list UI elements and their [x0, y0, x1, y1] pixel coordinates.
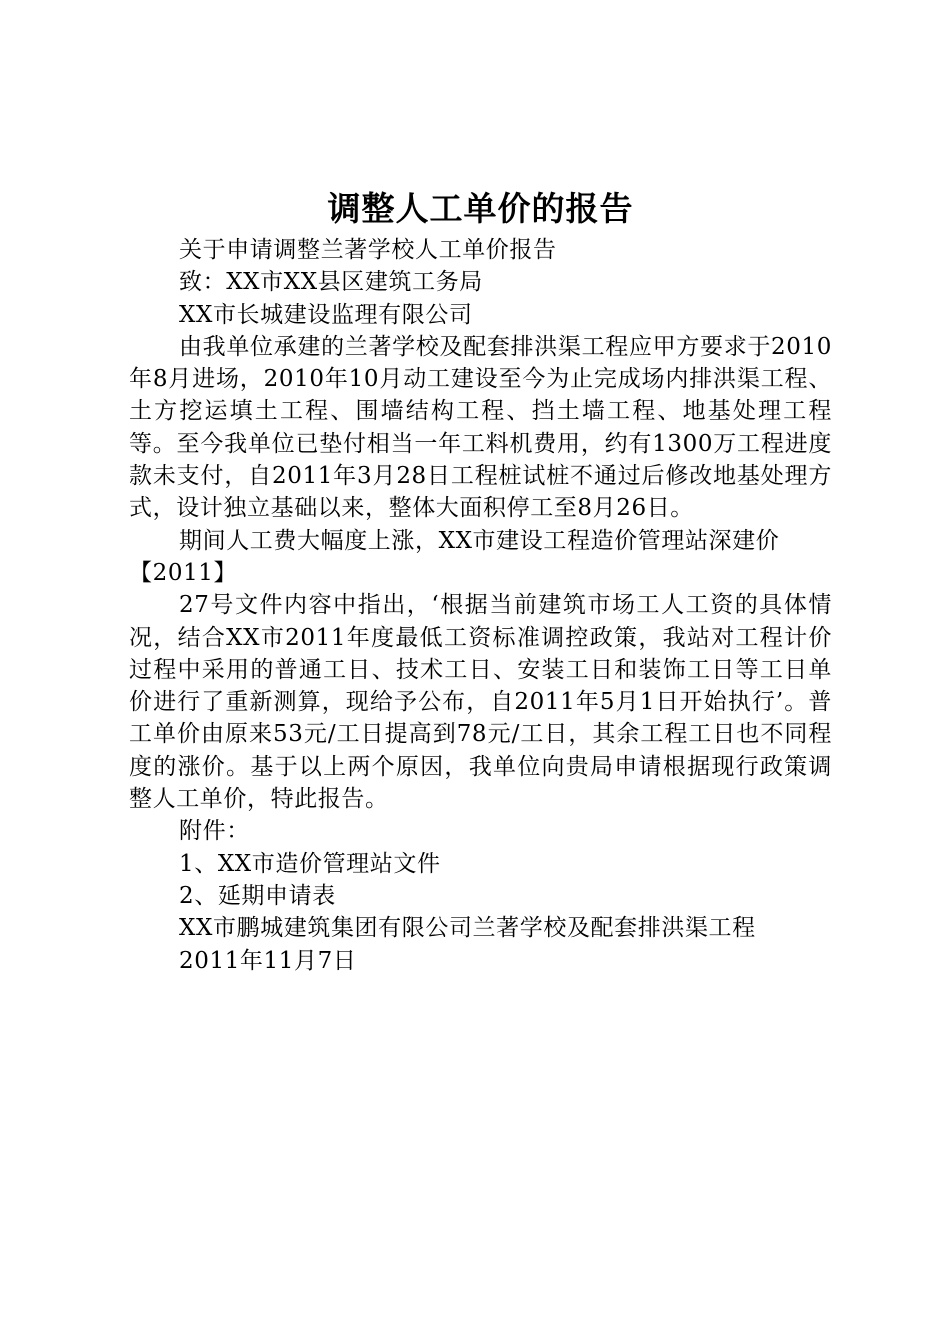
sender-signature: XX市鹏城建筑集团有限公司兰著学校及配套排洪渠工程 — [179, 915, 756, 942]
cc-line: XX市长城建设监理有限公司 — [179, 301, 473, 328]
document-title: 调整人工单价的报告 — [327, 189, 634, 228]
body-paragraph: 27号文件内容中指出，‘根据当前建筑市场工人工资的具体情况，结合XX市2011年度最低工资标准调控政策，我站对工程计价过程中采用的普通工日、技术工日、安装工日和装饰工日等工日单价进行了重新测算，现给予公布，自2011年5月1日开始执行’。普工单价由原来53元/工日提高到78元/工日，其余工程工日也不同程度的涨价。基于以上两个原因，我单位向贵局申请根据现行政策调整人工单价，特此报告。 — [129, 592, 832, 813]
document-body — [129, 234, 832, 977]
recipient-line: 致：XX市XX县区建筑工务局 — [179, 269, 483, 296]
subject-line: 关于申请调整兰著学校人工单价报告 — [179, 237, 557, 263]
attachments-heading: 附件： — [179, 818, 250, 845]
document-date: 2011年11月7日 — [179, 947, 357, 974]
body-paragraph: 由我单位承建的兰著学校及配套排洪渠工程应甲方要求于2010年8月进场，2010年10月动工建设至今为止完成场内排洪渠工程、土方挖运填土工程、围墙结构工程、挡土墙工程、地基处理工程等。至今我单位已垫付相当一年工料机费用，约有1300万工程进度款未支付，自2011年3月28日工程桩试桩不通过后修改地基处理方式，设计独立基础以来，整体大面积停工至8月26日。 — [129, 333, 832, 522]
document-page — [129, 186, 832, 977]
document-reference: 【2011】 — [129, 559, 238, 586]
attachment-item: 2、延期申请表 — [179, 882, 336, 909]
attachment-item: 1、XX市造价管理站文件 — [179, 850, 441, 877]
body-paragraph: 期间人工费大幅度上涨，XX市建设工程造价管理站深建价 — [179, 527, 780, 554]
